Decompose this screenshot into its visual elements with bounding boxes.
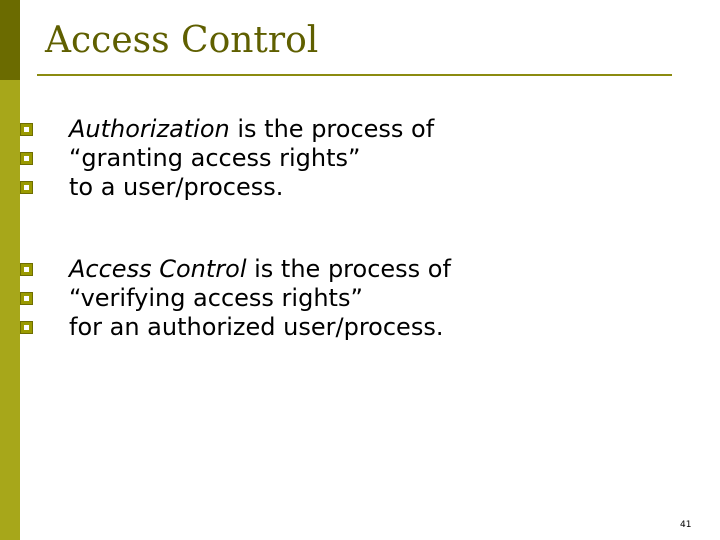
bullet-emphasis: Access Control xyxy=(69,255,247,283)
page-number: 41 xyxy=(680,520,692,530)
bullet-emphasis: Authorization xyxy=(69,115,230,143)
bullet-text: “verifying access rights” xyxy=(69,284,363,312)
bullet-text: is the process of xyxy=(246,255,451,283)
bullet-item xyxy=(20,173,451,202)
sidebar-accent-light xyxy=(0,80,20,540)
square-bullet-icon xyxy=(20,123,33,136)
bullet-item xyxy=(20,284,451,313)
title-underline xyxy=(37,74,672,76)
slide-title: Access Control xyxy=(45,20,319,61)
bullet-text: for an authorized user/process. xyxy=(69,313,444,341)
square-bullet-icon xyxy=(20,263,33,276)
square-bullet-icon xyxy=(20,181,33,194)
square-bullet-icon xyxy=(20,321,33,334)
bullet-text: to a user/process. xyxy=(69,173,284,201)
bullet-list xyxy=(20,115,451,342)
sidebar-accent-dark xyxy=(0,0,20,80)
bullet-item xyxy=(20,313,451,342)
square-bullet-icon xyxy=(20,152,33,165)
bullet-item xyxy=(20,115,451,144)
bullet-text: “granting access rights” xyxy=(69,144,361,172)
bullet-item xyxy=(20,144,451,173)
square-bullet-icon xyxy=(20,292,33,305)
bullet-text: is the process of xyxy=(229,115,435,143)
bullet-item xyxy=(20,255,451,284)
